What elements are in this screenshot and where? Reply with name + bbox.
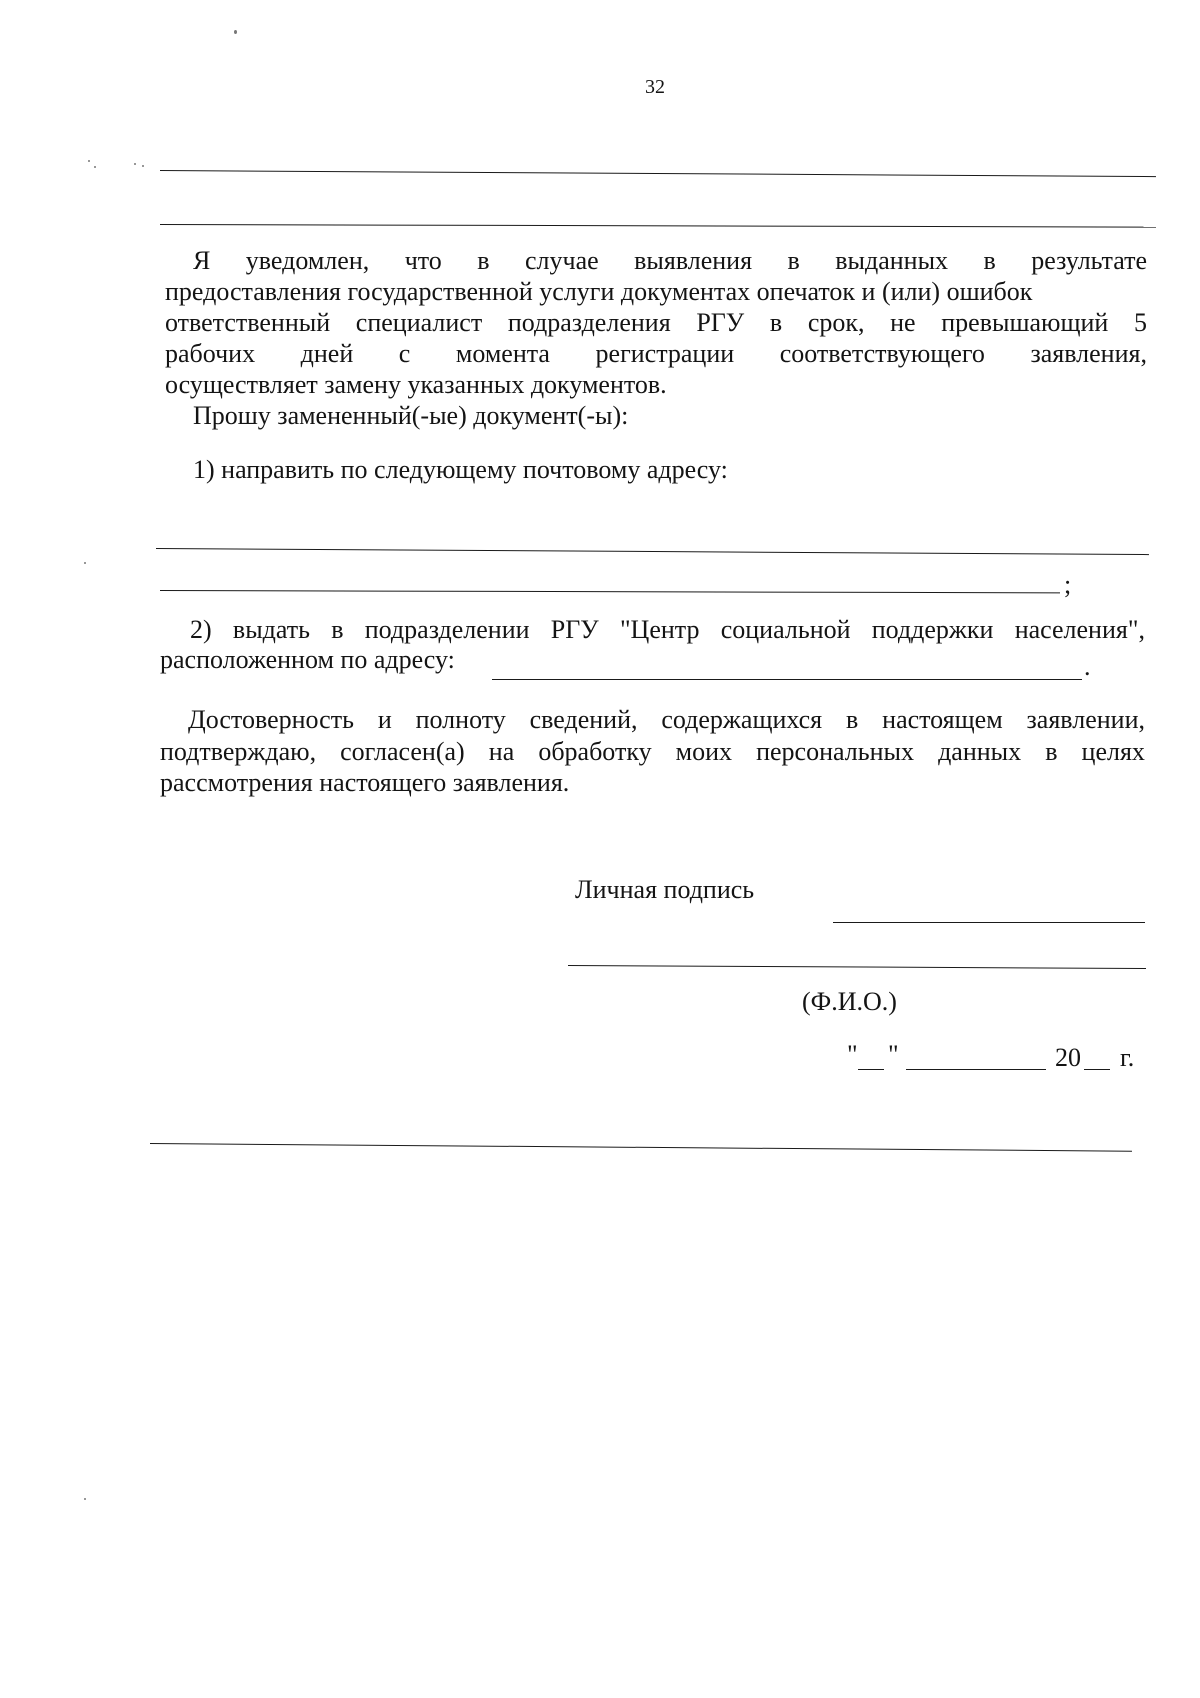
office-address-line xyxy=(492,679,1082,680)
scan-speck xyxy=(142,165,144,167)
date-quote-open: " xyxy=(847,1040,858,1069)
date-year-blank xyxy=(1084,1069,1110,1070)
consent-line-2: подтверждаю, согласен(а) на обработку моих персональных данных в целях xyxy=(160,737,1145,766)
notice-line-4: рабочих дней с момента регистрации соответствующего заявления, xyxy=(165,339,1147,368)
blank-line xyxy=(160,224,1156,228)
option-1-end-mark: ; xyxy=(1064,570,1072,599)
option-2-end-mark: . xyxy=(1084,652,1091,681)
option-1-label: 1) направить по следующему почтовому адресу: xyxy=(193,455,728,484)
bottom-line xyxy=(150,1143,1132,1152)
notice-line-3: ответственный специалист подразделения РГУ в срок, не превышающий 5 xyxy=(165,308,1147,337)
request-intro: Прошу замененный(-ые) документ(-ы): xyxy=(193,401,629,430)
fio-label: (Ф.И.О.) xyxy=(802,987,897,1016)
address-line-1 xyxy=(156,548,1149,555)
consent-line-3: рассмотрения настоящего заявления. xyxy=(160,768,570,797)
date-month-blank xyxy=(906,1069,1046,1070)
date-quote-close: " xyxy=(888,1040,899,1069)
scan-speck xyxy=(94,166,96,168)
notice-line-5: осуществляет замену указанных документов. xyxy=(165,370,667,399)
date-year-suffix: г. xyxy=(1120,1043,1135,1072)
page-number: 32 xyxy=(645,76,665,98)
date-day-blank xyxy=(858,1069,884,1070)
consent-line-1: Достоверность и полноту сведений, содержащихся в настоящем заявлении, xyxy=(188,705,1145,734)
fio-line xyxy=(568,965,1146,969)
signature-label: Личная подпись xyxy=(575,875,755,904)
scan-speck xyxy=(84,1498,86,1500)
scan-speck xyxy=(84,562,86,564)
signature-line xyxy=(833,922,1145,923)
option-2-line-1: 2) выдать в подразделении РГУ "Центр социальной поддержки населения", xyxy=(190,615,1145,644)
date-year-prefix: 20 xyxy=(1055,1043,1081,1072)
scan-speck xyxy=(134,163,136,165)
blank-line xyxy=(160,170,1156,177)
scan-speck xyxy=(88,160,90,162)
notice-line-2: предоставления государственной услуги документах опечаток и (или) ошибок xyxy=(165,277,1033,306)
address-line-2 xyxy=(160,590,1060,593)
scan-speck xyxy=(234,30,237,34)
option-2-line-2: расположенном по адресу: xyxy=(160,645,455,674)
notice-line-1: Я уведомлен, что в случае выявления в выданных в результате xyxy=(193,246,1147,275)
